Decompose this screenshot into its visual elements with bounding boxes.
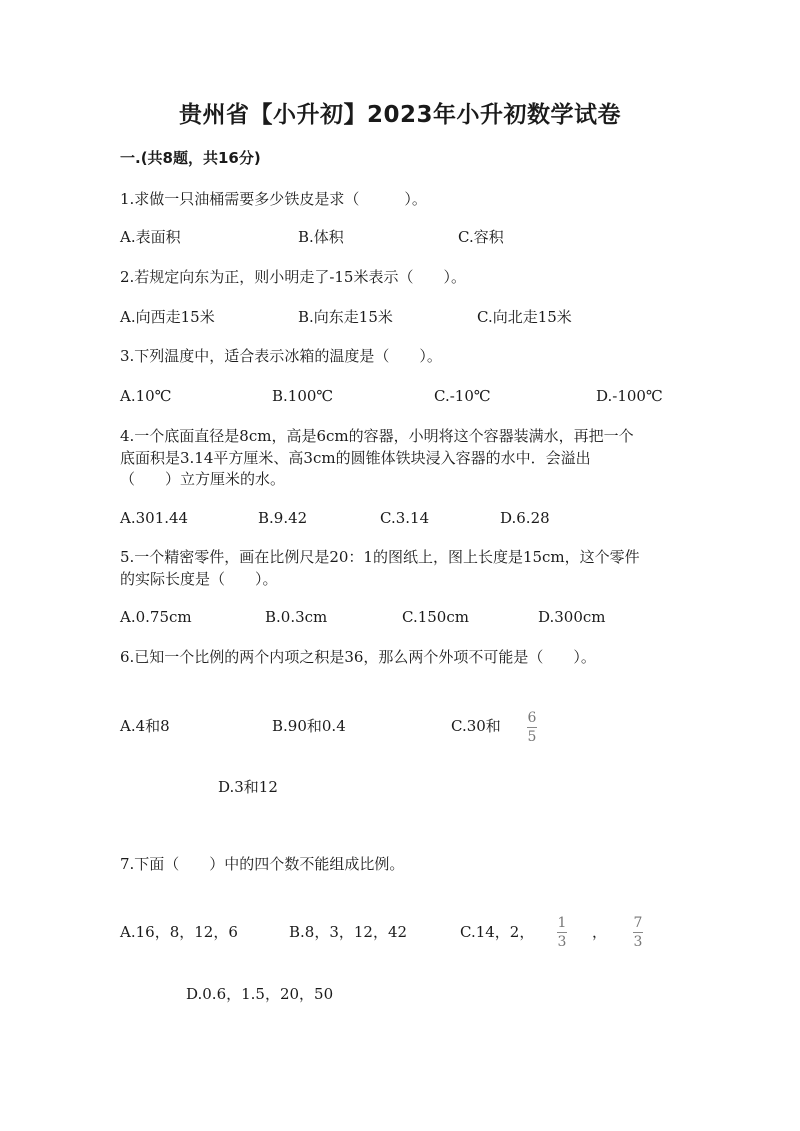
fraction-denominator: 5 — [527, 729, 537, 745]
q7-option-c-separator: ， — [592, 923, 608, 941]
fraction-denominator: 3 — [557, 934, 567, 950]
q6-option-a: A.4和8 — [120, 717, 170, 735]
q5-option-a: A.0.75cm — [120, 608, 192, 626]
fraction-bar — [557, 932, 567, 933]
page-title: 贵州省【小升初】2023年小升初数学试卷 — [178, 102, 621, 128]
q7-option-a: A.16，8，12，6 — [120, 923, 238, 941]
question-4-stem-line-2: 底面积是3.14平方厘米、高3cm的圆锥体铁块浸入容器的水中．会溢出 — [120, 449, 591, 467]
q7-option-c-fraction-1 — [557, 916, 567, 950]
question-2-stem: 2.若规定向东为正，则小明走了-15米表示（ ）。 — [120, 268, 466, 286]
q6-option-c-fraction — [527, 711, 537, 745]
question-4-stem-line-3: （ ）立方厘米的水。 — [120, 470, 286, 488]
question-5-stem-line-2: 的实际长度是（ ）。 — [120, 570, 278, 588]
q2-option-a: A.向西走15米 — [120, 308, 215, 326]
fraction-bar — [527, 727, 537, 728]
q4-option-b: B.9.42 — [258, 509, 308, 527]
q2-option-c: C.向北走15米 — [477, 308, 572, 326]
fraction-denominator: 3 — [633, 934, 643, 950]
q7-option-c-fraction-2 — [633, 916, 643, 950]
question-5-stem-line-1: 5.一个精密零件，画在比例尺是20：1的图纸上，图上长度是15cm，这个零件 — [120, 548, 640, 566]
q1-option-c: C.容积 — [458, 228, 504, 246]
question-7-stem: 7.下面（ ）中的四个数不能组成比例。 — [120, 855, 405, 873]
q1-option-a: A.表面积 — [120, 228, 181, 246]
q4-option-d: D.6.28 — [500, 509, 550, 527]
q6-option-d: D.3和12 — [218, 778, 278, 796]
section-heading: 一.(共8题，共16分) — [120, 149, 261, 167]
q3-option-b: B.100℃ — [272, 387, 334, 405]
q7-option-d: D.0.6，1.5，20，50 — [186, 985, 334, 1003]
q6-option-c: C.30和 — [451, 717, 501, 735]
q4-option-a: A.301.44 — [120, 509, 189, 527]
q3-option-d: D.-100℃ — [596, 387, 663, 405]
q6-option-b: B.90和0.4 — [272, 717, 346, 735]
question-4-stem-line-1: 4.一个底面直径是8cm，高是6cm的容器，小明将这个容器装满水，再把一个 — [120, 427, 634, 445]
q5-option-d: D.300cm — [538, 608, 606, 626]
q7-option-c: C.14，2， — [460, 923, 535, 941]
q1-option-b: B.体积 — [298, 228, 344, 246]
fraction-numerator: 6 — [527, 710, 537, 726]
q2-option-b: B.向东走15米 — [298, 308, 393, 326]
q7-option-b: B.8，3，12，42 — [289, 923, 408, 941]
fraction-numerator: 7 — [633, 915, 643, 931]
question-6-stem: 6.已知一个比例的两个内项之积是36，那么两个外项不可能是（ ）。 — [120, 648, 596, 666]
q5-option-c: C.150cm — [402, 608, 469, 626]
question-3-stem: 3.下列温度中，适合表示冰箱的温度是（ ）。 — [120, 347, 442, 365]
q3-option-c: C.-10℃ — [434, 387, 491, 405]
fraction-bar — [633, 932, 643, 933]
question-1-stem: 1.求做一只油桶需要多少铁皮是求（ ）。 — [120, 190, 427, 208]
fraction-numerator: 1 — [557, 915, 567, 931]
q4-option-c: C.3.14 — [380, 509, 430, 527]
q3-option-a: A.10℃ — [120, 387, 172, 405]
q5-option-b: B.0.3cm — [265, 608, 328, 626]
